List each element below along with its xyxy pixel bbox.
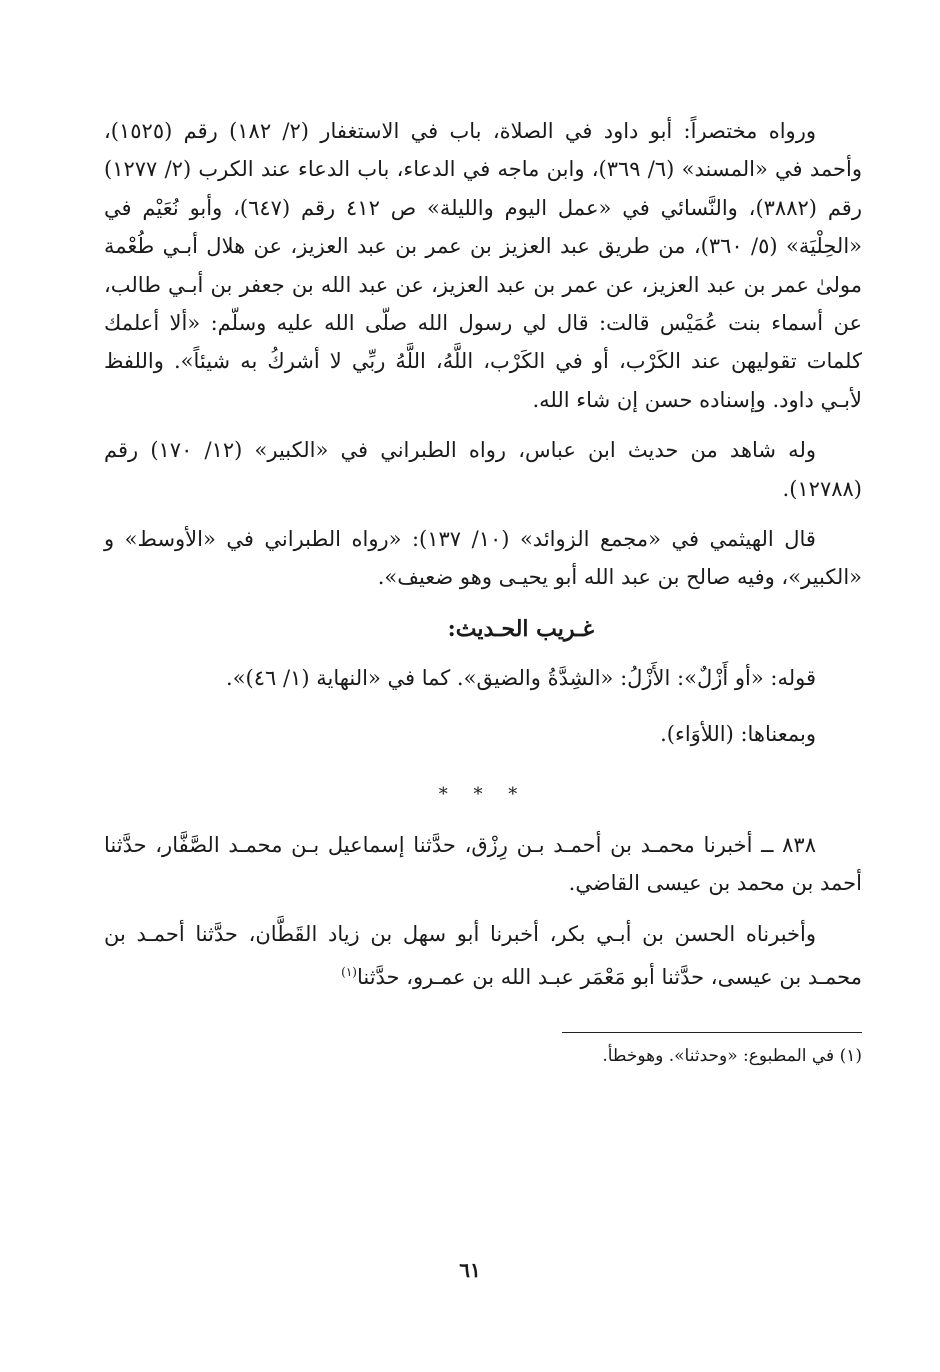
paragraph-3: قال الهيثمي في «مجمع الزوائد» (١٠/ ١٣٧): «رواه الطبراني في «الأوسط» و «الكبير»، وفيه صالح بن عبد الله أبو يحيـى وهو ضعيف». [104, 527, 862, 590]
paragraph-5: وبمعناها: (اللأوَاء). [660, 722, 816, 747]
section-heading: غـريب الحـديث: [447, 615, 594, 642]
main-text [104, 112, 862, 996]
paragraph-7 [104, 915, 862, 997]
footnote-marker: (١) [341, 964, 357, 979]
paragraph-1: ورواه مختصراً: أبو داود في الصلاة، باب في الاستغفار (٢/ ١٨٢) رقم (١٥٢٥)، وأحمد في «المسند» (٦/ ٣٦٩)، وابن ماجه في الدعاء، باب الدعاء عند الكرب (٢/ ١٢٧٧) رقم (٣٨٨٢)، والنَّسائي في «عمل اليوم والليلة» ص ٤١٢ رقم (٦٤٧)، وأبو نُعَيْم في «الحِلْيَة» (٥/ ٣٦٠)، من طريق عبد العزيز بن عمر بن عبد العزيز، عن هلال أبـي طُعْمة مولىٰ عمر بن عبد العزيز، عن عمر بن عبد العزيز، عن عبد الله بن جعفر بن أبـي طالب، عن أسماء بنت عُمَيْس قالت: قال لي رسول الله صلّى الله عليه وسلّم: «ألا أعلمك كلمات تقوليهن عند الكَرْب، أو في الكَرْب، اللَّهُ، اللَّهُ ربِّي لا أشركُ به شيئاً». واللفظ لأبـي داود. وإسناده حسن إن شاء الله. [104, 119, 862, 412]
paragraph-2: وله شاهد من حديث ابن عباس، رواه الطبراني في «الكبير» (١٢/ ١٧٠) رقم (١٢٧٨٨). [104, 438, 862, 501]
footnotes [104, 1041, 862, 1071]
paragraph-7-text: وأخبرناه الحسن بن أبـي بكر، أخبرنا أبو سهل بن زياد القَطَّان، حدَّثنا أحمـد بن محمـد بن عيسى، حدَّثنا أبو مَعْمَر عبـد الله بن عمـرو، حدَّثنا [104, 921, 862, 989]
footnote-1: (١) في المطبوع: «وحدثنا». وهوخطأ. [602, 1046, 862, 1067]
footnote-divider [562, 1032, 862, 1033]
paragraph-4: قوله: «أو أَزْلٌ»: الأَزْلُ: «الشِدَّةُ والضيق». كما في «النهاية (١/ ٤٦)». [226, 665, 816, 690]
footnote-divider-wrap [104, 1032, 862, 1033]
section-separator: * * * [438, 783, 528, 805]
page-number: ٦١ [459, 1258, 481, 1282]
paragraph-6: ٨٣٨ ــ أخبرنا محمـد بن أحمـد بـن رِزْق، حدَّثنا إسماعيل بـن محمـد الصَّفَّار، حدَّثنا أحمد بن محمد بن عيسى القاضي. [104, 832, 862, 896]
